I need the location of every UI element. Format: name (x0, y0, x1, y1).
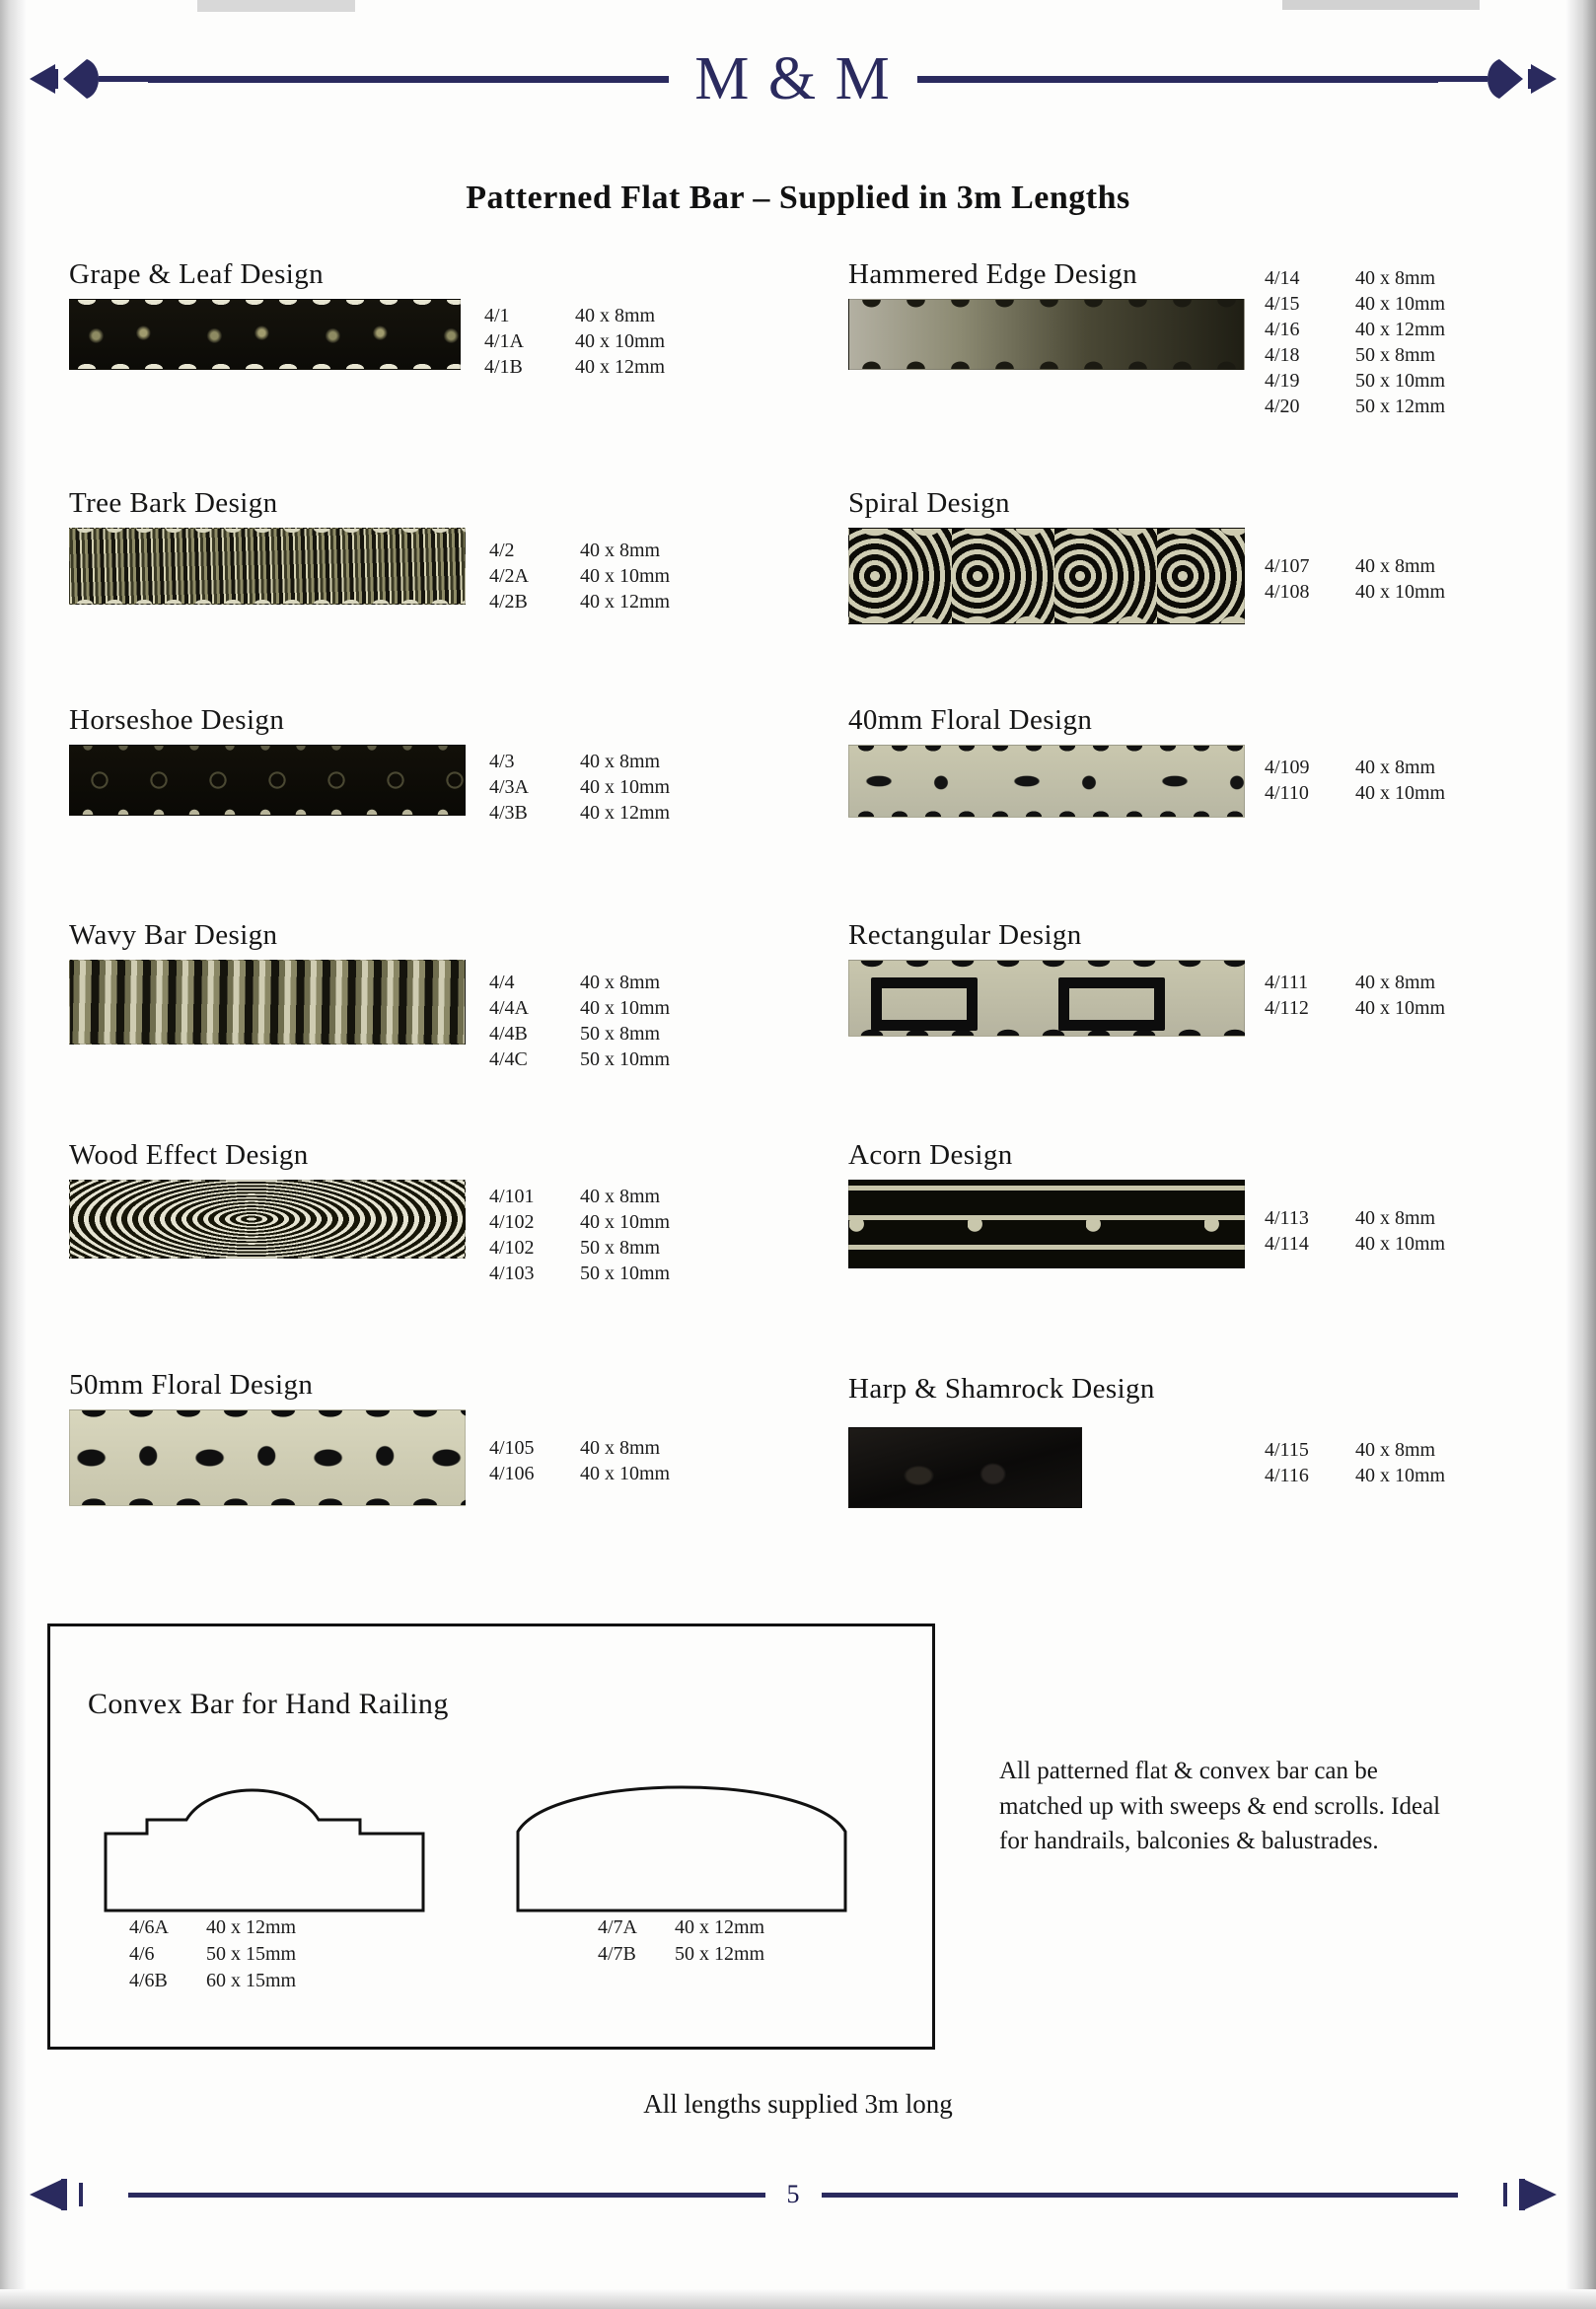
code-list (1265, 1427, 1445, 1488)
code-row (484, 354, 665, 380)
product-size: 40 x 10mm (580, 997, 671, 1019)
product-code: 4/1B (484, 356, 523, 378)
product-code: 4/4C (489, 1048, 528, 1070)
design-row (69, 487, 1539, 704)
design-row (69, 704, 1539, 919)
product-code: 4/108 (1265, 581, 1310, 603)
product-size: 50 x 10mm (580, 1048, 671, 1070)
product-size: 50 x 8mm (1355, 344, 1436, 366)
design-row (69, 1369, 1539, 1596)
product-size: 40 x 8mm (1355, 267, 1436, 289)
design-card-floral-40 (848, 704, 1539, 919)
product-size: 40 x 8mm (1355, 1439, 1436, 1461)
code-row (489, 970, 670, 995)
product-code: 4/110 (1265, 782, 1309, 804)
product-size: 40 x 12mm (675, 1916, 765, 1938)
design-title: Horseshoe Design (69, 704, 285, 736)
code-row (489, 1046, 670, 1072)
design-title: Tree Bark Design (69, 487, 278, 519)
product-code: 4/103 (489, 1263, 535, 1284)
design-title: Harp & Shamrock Design (848, 1373, 1155, 1405)
product-size: 40 x 8mm (580, 1437, 661, 1459)
design-card-grape-leaf (69, 258, 848, 487)
product-code: 4/3 (489, 751, 515, 772)
code-row (489, 1435, 670, 1461)
product-size: 40 x 8mm (580, 540, 661, 561)
design-card-wood-effect (69, 1139, 848, 1369)
product-size: 40 x 10mm (1355, 1233, 1446, 1255)
code-row (1265, 553, 1445, 579)
arrow-right-finial-icon (1438, 55, 1557, 103)
product-size: 50 x 15mm (206, 1943, 297, 1965)
product-size: 40 x 10mm (575, 330, 666, 352)
design-title: Wavy Bar Design (69, 919, 278, 951)
product-size: 40 x 10mm (1355, 782, 1446, 804)
code-row (1265, 394, 1445, 419)
design-card-wavy-bar (69, 919, 848, 1139)
code-row (489, 774, 670, 800)
code-row (484, 303, 665, 328)
code-row (489, 1261, 670, 1286)
design-title: Grape & Leaf Design (69, 258, 325, 290)
product-code: 4/116 (1265, 1465, 1309, 1486)
product-size: 40 x 10mm (1355, 1465, 1446, 1486)
rectangular-hole-icon (871, 977, 978, 1031)
product-code: 4/1A (484, 330, 524, 352)
product-size: 50 x 10mm (1355, 370, 1446, 392)
code-row (1265, 780, 1445, 806)
product-code: 4/19 (1265, 370, 1300, 392)
scan-artifact-top-left (197, 0, 355, 12)
code-row (489, 563, 670, 589)
design-title: Hammered Edge Design (848, 258, 1138, 290)
design-card-tree-bark (69, 487, 848, 704)
design-title: Wood Effect Design (69, 1139, 309, 1171)
arrow-left-finial-icon (30, 55, 148, 103)
code-row (1265, 1437, 1445, 1463)
code-row (1265, 342, 1445, 368)
design-card-harp-shamrock (848, 1369, 1539, 1596)
product-code: 4/18 (1265, 344, 1300, 366)
stepped-dome-profile-icon (102, 1767, 427, 1919)
header-rule-line-right (917, 76, 1438, 83)
code-row (489, 749, 670, 774)
product-size: 40 x 8mm (1355, 1207, 1436, 1229)
code-row (489, 1235, 670, 1261)
product-code: 4/109 (1265, 757, 1310, 778)
header-rule-line-left (148, 76, 669, 83)
product-code: 4/107 (1265, 555, 1310, 577)
product-code: 4/6A (129, 1916, 169, 1938)
product-size: 40 x 12mm (580, 802, 671, 824)
product-size: 40 x 8mm (580, 1186, 661, 1207)
code-row (1265, 970, 1445, 995)
code-row (1265, 265, 1445, 291)
code-row (489, 589, 670, 614)
product-code: 4/2A (489, 565, 529, 587)
product-code: 4/101 (489, 1186, 535, 1207)
product-size: 40 x 10mm (1355, 997, 1446, 1019)
product-code: 4/15 (1265, 293, 1300, 315)
arrow-right-finial-icon (1458, 2171, 1557, 2218)
code-row (1265, 1205, 1445, 1231)
code-list (489, 1180, 670, 1286)
product-code: 4/16 (1265, 319, 1300, 340)
scan-edge-right (1566, 0, 1596, 2309)
code-list (1265, 528, 1445, 605)
product-code: 4/113 (1265, 1207, 1309, 1229)
convex-code-list-a (129, 1914, 296, 1994)
rectangular-bar (848, 960, 1245, 1037)
code-row (1265, 1463, 1445, 1488)
product-size: 60 x 15mm (206, 1970, 297, 1991)
product-code: 4/115 (1265, 1439, 1309, 1461)
product-code: 4/114 (1265, 1233, 1309, 1255)
design-title: 40mm Floral Design (848, 704, 1093, 736)
wood-effect-bar (69, 1180, 466, 1259)
code-row (489, 538, 670, 563)
code-row (129, 1914, 296, 1941)
product-code: 4/7A (598, 1916, 637, 1938)
footer-rule-line-right (822, 2193, 1459, 2198)
wavy-bar (69, 960, 466, 1045)
rectangular-hole-icon (1058, 977, 1165, 1031)
design-card-horseshoe (69, 704, 848, 919)
product-code: 4/3B (489, 802, 528, 824)
design-row (69, 1139, 1539, 1369)
product-code: 4/6B (129, 1970, 168, 1991)
code-row (598, 1914, 764, 1941)
product-code: 4/102 (489, 1237, 535, 1259)
code-row (129, 1968, 296, 1994)
code-row (129, 1941, 296, 1968)
convex-panel-title: Convex Bar for Hand Railing (88, 1688, 449, 1720)
floral-40-bar (848, 745, 1245, 818)
code-list (489, 528, 670, 614)
product-size: 50 x 12mm (675, 1943, 765, 1965)
design-card-acorn (848, 1139, 1539, 1369)
code-row (1265, 291, 1445, 317)
product-code: 4/112 (1265, 997, 1309, 1019)
product-code: 4/14 (1265, 267, 1300, 289)
product-size: 50 x 12mm (1355, 396, 1446, 417)
design-title: Rectangular Design (848, 919, 1082, 951)
plain-dome-profile-icon (514, 1767, 849, 1919)
code-list (1265, 960, 1445, 1021)
product-size: 40 x 8mm (1355, 972, 1436, 993)
product-code: 4/4A (489, 997, 529, 1019)
code-row (1265, 995, 1445, 1021)
code-row (1265, 1231, 1445, 1257)
code-row (1265, 755, 1445, 780)
product-size: 40 x 12mm (580, 591, 671, 613)
product-size: 40 x 8mm (575, 305, 656, 326)
page-number: 5 (786, 2180, 800, 2208)
product-size: 50 x 8mm (580, 1237, 661, 1259)
product-size: 40 x 10mm (580, 565, 671, 587)
arrow-left-finial-icon (30, 2171, 128, 2218)
product-code: 4/20 (1265, 396, 1300, 417)
tree-bark-bar (69, 528, 466, 605)
product-code: 4/2 (489, 540, 515, 561)
code-row (489, 1461, 670, 1486)
product-code: 4/6 (129, 1943, 155, 1965)
product-size: 40 x 8mm (1355, 757, 1436, 778)
spiral-bar (848, 528, 1245, 624)
convex-code-list-b (598, 1914, 764, 1968)
code-row (1265, 317, 1445, 342)
product-size: 40 x 10mm (1355, 293, 1446, 315)
product-code: 4/102 (489, 1211, 535, 1233)
product-size: 40 x 8mm (580, 751, 661, 772)
code-row (489, 1021, 670, 1046)
design-row (69, 919, 1539, 1139)
design-card-spiral (848, 487, 1539, 704)
matching-note: All patterned flat & convex bar can be matched up with sweeps & end scrolls. Ideal for handrails, balconies & balustrades. (999, 1758, 1441, 1854)
code-row (484, 328, 665, 354)
footer-rule (30, 2165, 1557, 2224)
product-size: 40 x 10mm (580, 776, 671, 798)
code-list (484, 299, 665, 380)
design-card-rectangular (848, 919, 1539, 1139)
design-title: Acorn Design (848, 1139, 1013, 1171)
harp-shamrock-bar (848, 1427, 1082, 1508)
product-code: 4/7B (598, 1943, 636, 1965)
brand-title: M & M (694, 45, 892, 112)
convex-bar-panel (47, 1624, 935, 2050)
code-row (1265, 579, 1445, 605)
code-row (1265, 368, 1445, 394)
footer-note: All lengths supplied 3m long (643, 2089, 953, 2119)
product-size: 40 x 10mm (580, 1463, 671, 1484)
product-code: 4/111 (1265, 972, 1309, 993)
code-list (1265, 265, 1445, 419)
scan-artifact-top-right (1282, 0, 1480, 10)
product-code: 4/3A (489, 776, 529, 798)
code-row (489, 995, 670, 1021)
product-size: 40 x 10mm (580, 1211, 671, 1233)
product-code: 4/106 (489, 1463, 535, 1484)
header-rule (30, 45, 1557, 112)
scan-edge-left (0, 0, 26, 2309)
product-code: 4/105 (489, 1437, 535, 1459)
code-list (1265, 1180, 1445, 1257)
code-list (489, 1409, 670, 1486)
product-code: 4/4 (489, 972, 515, 993)
hammered-edge-bar (848, 299, 1245, 370)
design-row (69, 258, 1539, 487)
code-list (1265, 745, 1445, 806)
code-row (598, 1941, 764, 1968)
scan-edge-bottom (0, 2289, 1596, 2309)
product-size: 40 x 8mm (1355, 555, 1436, 577)
product-size: 40 x 12mm (1355, 319, 1446, 340)
product-code: 4/1 (484, 305, 510, 326)
product-size: 40 x 12mm (575, 356, 666, 378)
product-code: 4/4B (489, 1023, 528, 1045)
design-card-hammered-edge (848, 258, 1539, 487)
code-row (489, 1209, 670, 1235)
design-card-floral-50 (69, 1369, 848, 1596)
code-row (489, 1184, 670, 1209)
product-size: 40 x 12mm (206, 1916, 297, 1938)
horseshoe-bar (69, 745, 466, 816)
acorn-bar (848, 1180, 1245, 1268)
product-size: 40 x 8mm (580, 972, 661, 993)
code-list (489, 745, 670, 826)
grape-leaf-bar (69, 299, 461, 370)
product-code: 4/2B (489, 591, 528, 613)
page-title: Patterned Flat Bar – Supplied in 3m Lengths (466, 180, 1130, 216)
code-row (489, 800, 670, 826)
design-title: 50mm Floral Design (69, 1369, 314, 1401)
footer-rule-line-left (128, 2193, 765, 2198)
design-title: Spiral Design (848, 487, 1010, 519)
floral-50-bar (69, 1409, 466, 1506)
product-size: 40 x 10mm (1355, 581, 1446, 603)
product-size: 50 x 10mm (580, 1263, 671, 1284)
designs-grid (69, 258, 1539, 1596)
product-size: 50 x 8mm (580, 1023, 661, 1045)
code-list (489, 960, 670, 1072)
